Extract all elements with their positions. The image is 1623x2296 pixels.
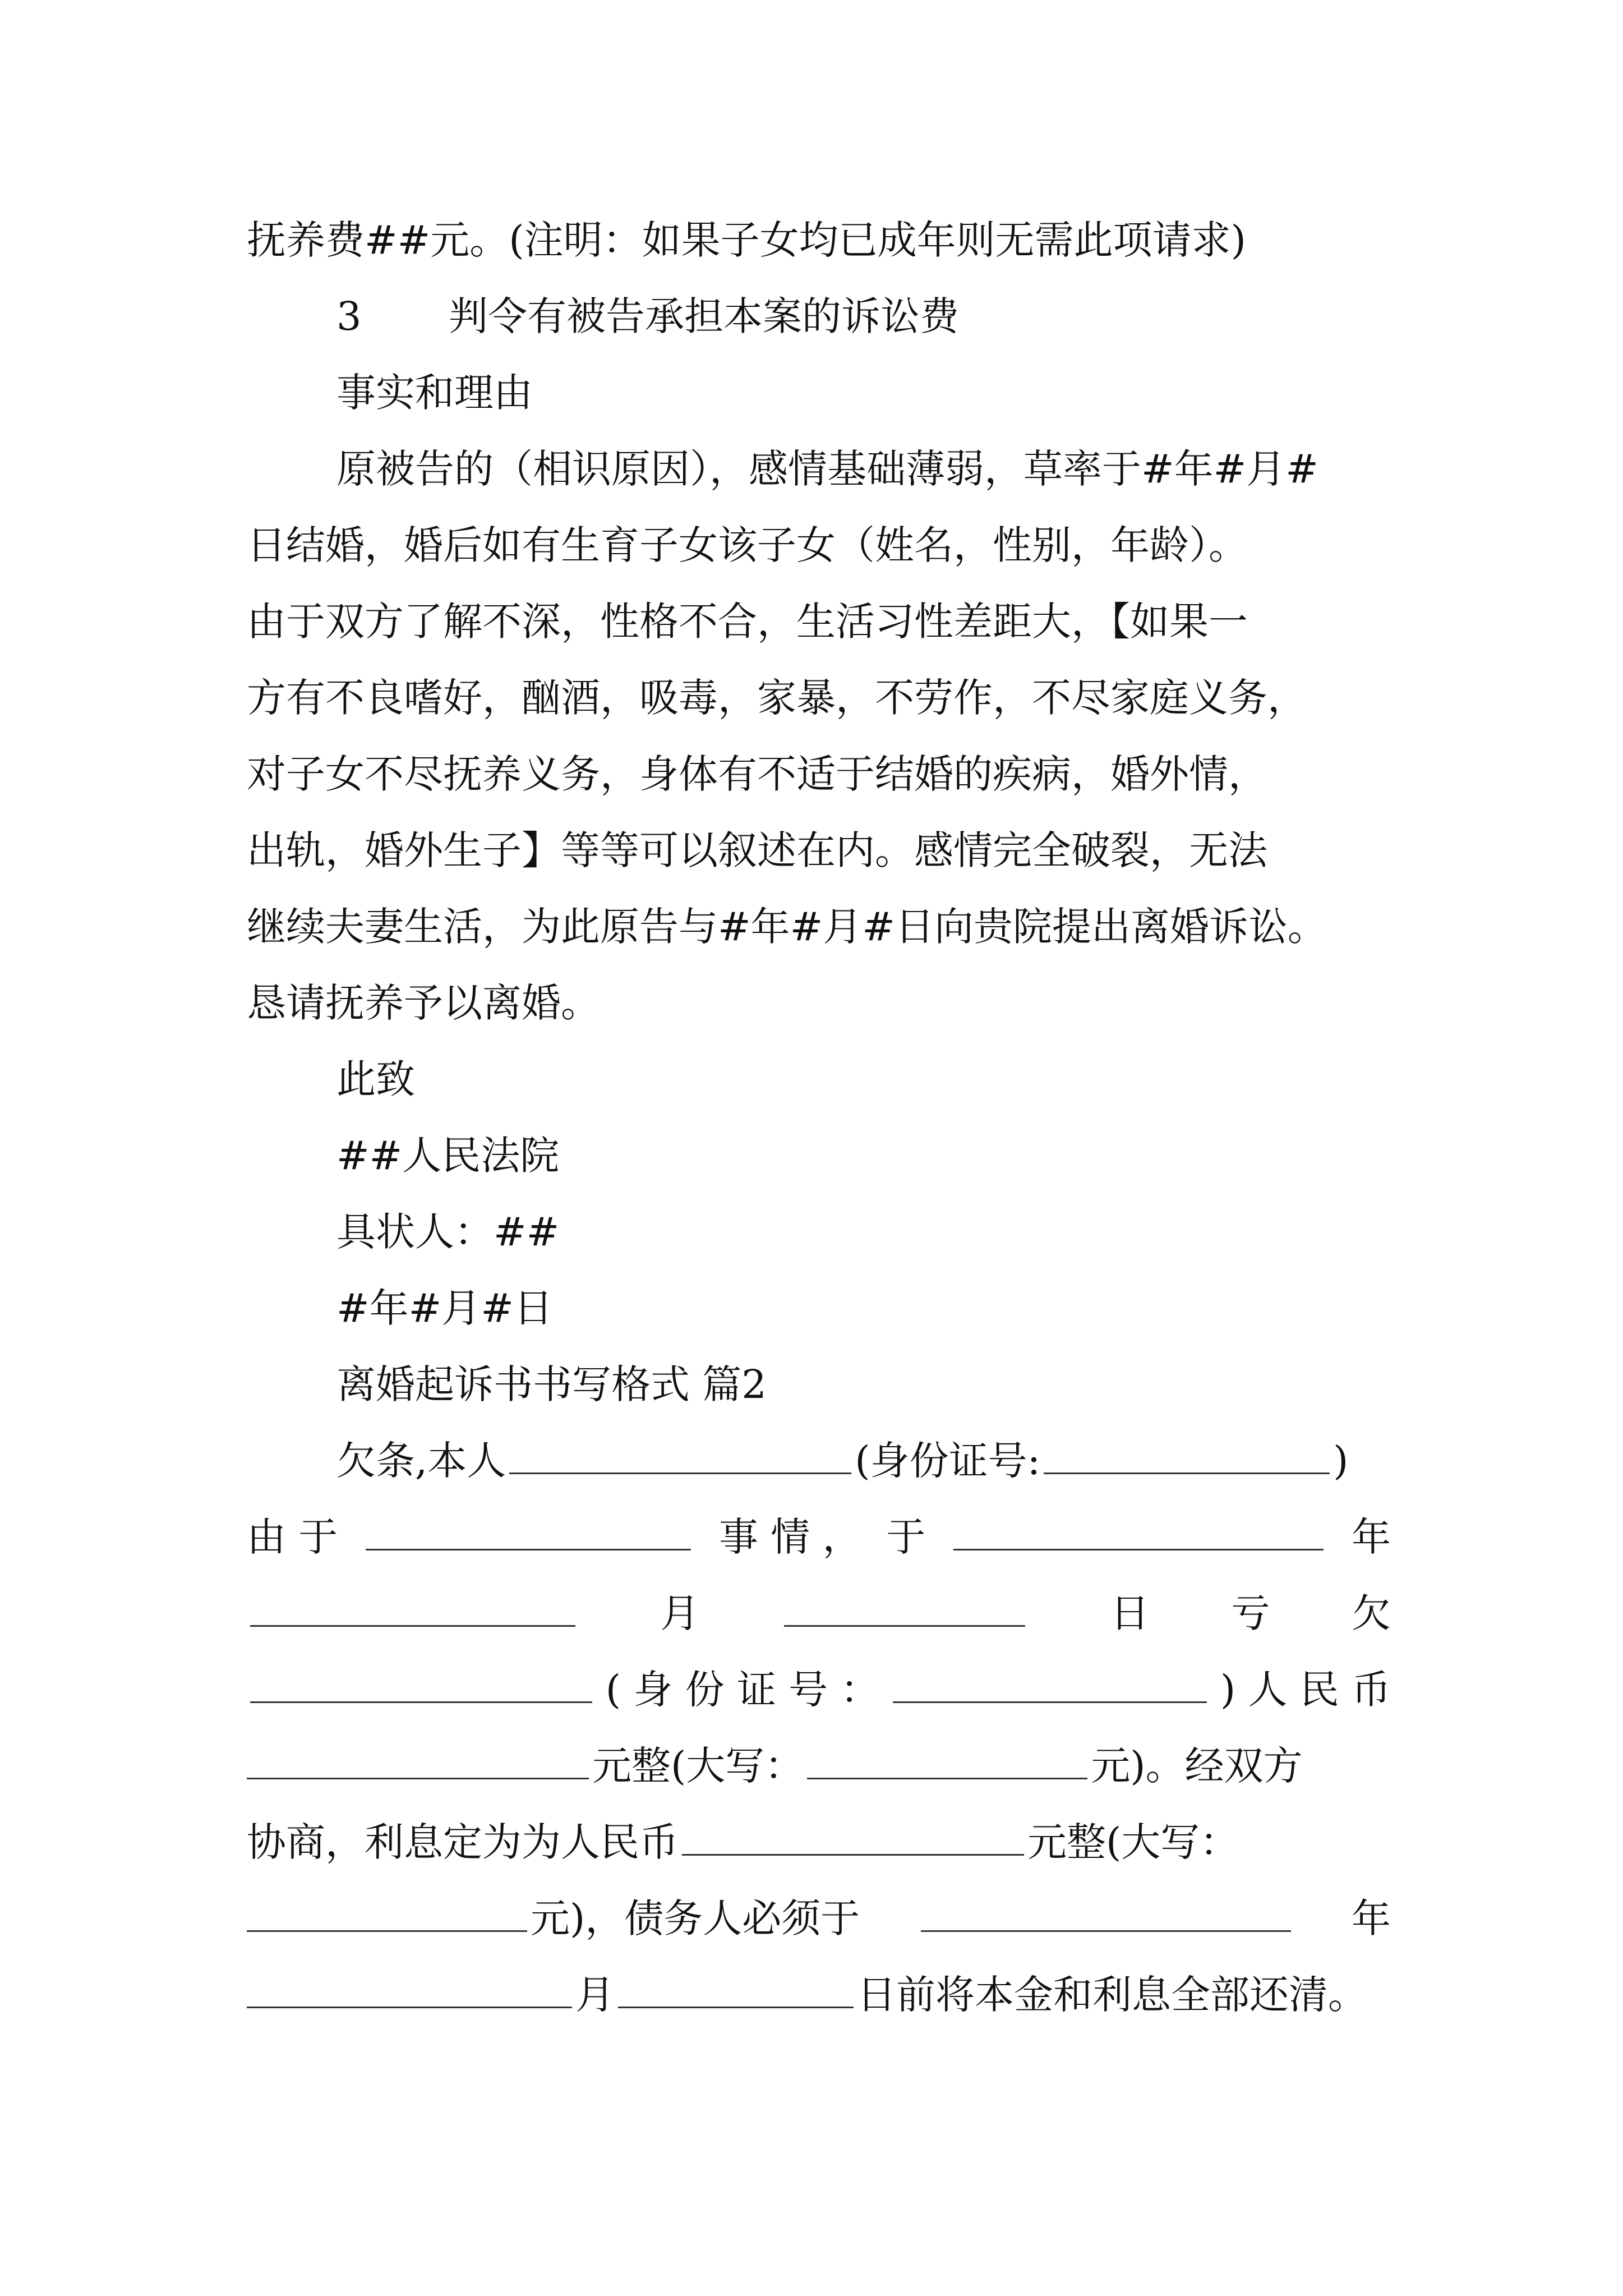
iou-line-1 xyxy=(247,1423,1391,1499)
salutation-text: 此致 xyxy=(336,1056,415,1102)
text-line xyxy=(247,202,1391,278)
date-text: #年#月#日 xyxy=(336,1285,553,1331)
iou-line-4 xyxy=(247,1651,1391,1728)
creditor-id-blank[interactable] xyxy=(893,1665,1207,1703)
salutation xyxy=(247,1041,1391,1117)
year-blank[interactable] xyxy=(953,1513,1324,1550)
text-line xyxy=(247,965,1391,1041)
interest-blank[interactable] xyxy=(682,1818,1024,1856)
name-blank[interactable] xyxy=(509,1437,851,1474)
court-text: ##人民法院 xyxy=(336,1133,560,1179)
iou-text: 事 情 ， xyxy=(718,1514,862,1560)
iou-text: 月 xyxy=(575,1972,615,2018)
iou-text: 元)，债务人必须于 xyxy=(531,1895,860,1941)
iou-text: 月 xyxy=(660,1590,700,1636)
iou-line-3 xyxy=(247,1575,1391,1651)
plaintiff-text: 具状人：## xyxy=(336,1209,560,1255)
text-line xyxy=(247,736,1391,812)
document-page xyxy=(247,202,1391,2033)
iou-text: 日 xyxy=(1110,1590,1150,1636)
line-text: 日结婚，婚后如有生育子女该子女（姓名，性别，年龄）。 xyxy=(247,522,1248,568)
line-text: 方有不良嗜好，酗酒，吸毒，家暴，不劳作，不尽家庭义务， xyxy=(247,675,1307,721)
iou-text: 于 xyxy=(886,1514,926,1560)
amount-blank[interactable] xyxy=(247,1742,589,1779)
due-month-blank[interactable] xyxy=(247,1971,572,2008)
iou-text: ) xyxy=(1333,1438,1349,1484)
iou-text: 亏 xyxy=(1230,1590,1270,1636)
section-heading xyxy=(247,355,1391,431)
section-title xyxy=(247,1346,1391,1423)
plaintiff-signature xyxy=(247,1194,1391,1270)
line-text: 恳请抚养予以离婚。 xyxy=(247,980,600,1026)
iou-text: 由 于 xyxy=(247,1514,338,1560)
iou-text: 元整(大写： xyxy=(592,1743,804,1789)
court-name xyxy=(247,1117,1391,1194)
iou-line-6 xyxy=(247,1804,1391,1880)
item-number: 3 xyxy=(336,293,362,339)
line-text: 原被告的（相识原因），感情基础薄弱，草率于#年#月# xyxy=(336,446,1318,492)
line-text: 对子女不尽抚养义务，身体有不适于结婚的疾病，婚外情， xyxy=(247,751,1267,797)
id-number-blank[interactable] xyxy=(1044,1437,1330,1474)
text-line xyxy=(247,660,1391,736)
matter-blank[interactable] xyxy=(366,1513,691,1550)
interest-uppercase-blank[interactable] xyxy=(247,1894,527,1932)
line-text: 由于双方了解不深，性格不合，生活习性差距大，【如果一 xyxy=(247,599,1248,645)
due-day-blank[interactable] xyxy=(618,1971,854,2008)
iou-text: 欠 xyxy=(1351,1590,1391,1636)
heading-text: 事实和理由 xyxy=(336,370,533,416)
document-date xyxy=(247,1270,1391,1346)
creditor-blank[interactable] xyxy=(250,1665,592,1703)
month-blank[interactable] xyxy=(250,1589,575,1627)
request-item-3 xyxy=(247,278,1391,355)
iou-text: 年 xyxy=(1352,1514,1391,1560)
day-blank[interactable] xyxy=(784,1589,1025,1627)
line-text: 抚养费##元。(注明：如果子女均已成年则无需此项请求) xyxy=(247,217,1246,263)
iou-text: 元)。经双方 xyxy=(1091,1743,1303,1789)
section-title-text: 离婚起诉书书写格式 篇2 xyxy=(336,1361,767,1407)
text-line xyxy=(247,431,1391,507)
iou-text: 元整(大写： xyxy=(1027,1819,1239,1865)
iou-text: ) 人 民 币 xyxy=(1220,1667,1391,1713)
amount-uppercase-blank[interactable] xyxy=(807,1742,1087,1779)
iou-text: 年 xyxy=(1352,1895,1391,1941)
item-text: 判令有被告承担本案的诉讼费 xyxy=(449,293,959,339)
line-text: 出轨，婚外生子】等等可以叙述在内。感情完全破裂，无法 xyxy=(247,827,1267,873)
iou-text: 日前将本金和利息全部还清。 xyxy=(857,1972,1367,2018)
text-line xyxy=(247,889,1391,965)
text-line xyxy=(247,583,1391,660)
iou-text: ( 身 份 证 号 ： xyxy=(605,1667,880,1713)
iou-text: (身份证号: xyxy=(855,1438,1041,1484)
iou-text: 欠条,本人 xyxy=(336,1438,506,1484)
iou-text: 协商，利息定为为人民币 xyxy=(247,1819,679,1865)
text-line xyxy=(247,812,1391,889)
iou-line-5 xyxy=(247,1728,1391,1804)
line-text: 继续夫妻生活，为此原告与#年#月#日向贵院提出离婚诉讼。 xyxy=(247,904,1327,950)
iou-line-2 xyxy=(247,1499,1391,1575)
text-line xyxy=(247,507,1391,583)
due-year-blank[interactable] xyxy=(921,1894,1291,1932)
iou-line-8 xyxy=(247,1957,1391,2033)
iou-line-7 xyxy=(247,1880,1391,1957)
